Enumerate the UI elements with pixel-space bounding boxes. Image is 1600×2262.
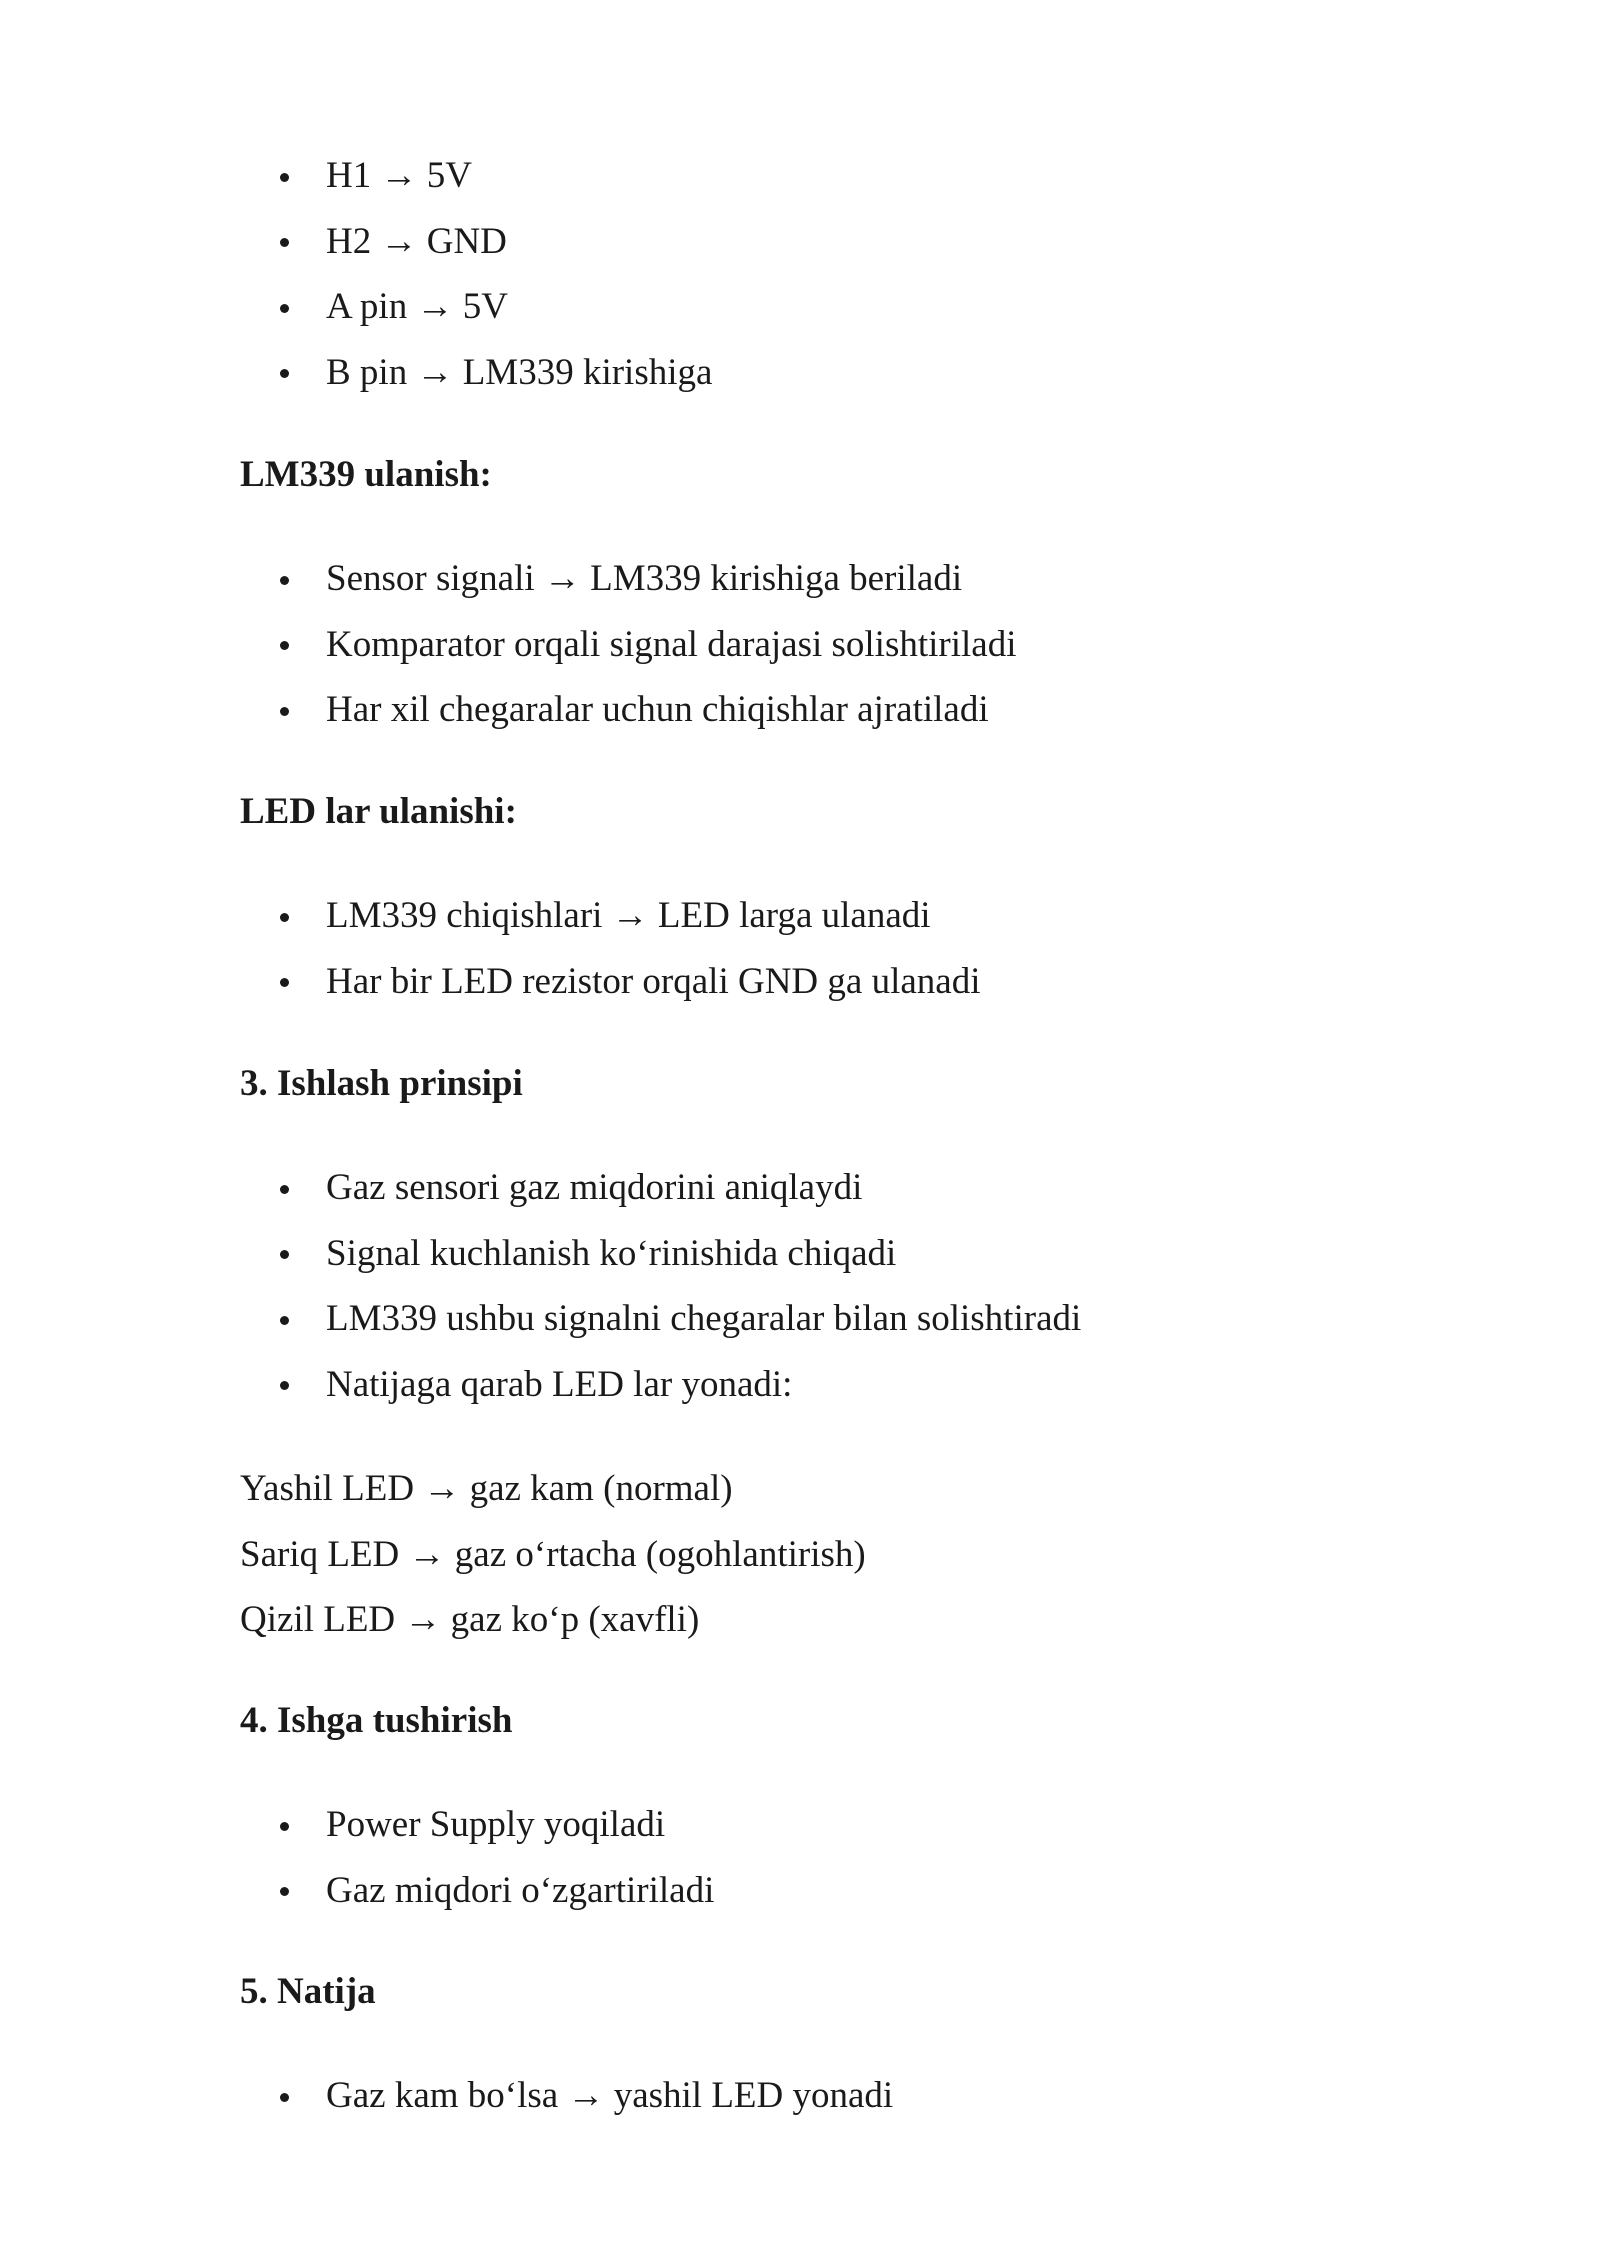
list-item-text: B pin → LM339 kirishiga [326,351,713,393]
list-item-text: Har xil chegaralar uchun chiqishlar ajratiladi [326,689,989,730]
bullet-icon [280,1316,289,1325]
list-item [240,612,1017,678]
list-item-text: Komparator orqali signal darajasi solishtiriladi [326,623,1017,665]
list-item-text: LM339 ushbu signalni chegaralar bilan solishtiradi [326,1298,1082,1339]
list-item-text: H1 → 5V [326,155,472,196]
bullet-icon [280,2093,289,2102]
list-item [240,143,712,209]
bullet-icon [280,1250,289,1259]
list-item-text: Power Supply yoqiladi [326,1804,666,1845]
list-item [240,340,712,406]
list-item [240,274,712,340]
bullet-icon [280,576,289,585]
list-item-text: Signal kuchlanish ko‘rinishida chiqadi [326,1232,897,1274]
list-item-text: Gaz kam bo‘lsa → yashil LED yonadi [326,2075,894,2116]
list-item [240,1352,1081,1418]
list-item [240,677,1017,743]
lm339-list [240,546,1017,743]
list-item-text: H2 → GND [326,220,507,262]
list-item-text: LM339 chiqishlari → LED larga ulanadi [326,895,931,936]
bullet-icon [280,1381,289,1390]
list-item-text: A pin → 5V [326,286,508,327]
list-item [240,209,712,275]
bullet-icon [280,369,289,378]
list-item-text: Natijaga qarab LED lar yonadi: [326,1363,793,1405]
bullet-icon [280,978,289,987]
list-item [240,1221,1081,1287]
led-state-red: Qizil LED → gaz ko‘p (xavfli) [240,1599,700,1640]
led-state-yellow: Sariq LED → gaz o‘rtacha (ogohlantirish) [240,1534,866,1575]
principle-heading: 3. Ishlash prinsipi [240,1063,523,1104]
bullet-icon [280,1822,289,1831]
list-item [240,1155,1081,1221]
bullet-icon [280,238,289,247]
bullet-icon [280,913,289,922]
startup-heading: 4. Ishga tushirish [240,1700,513,1741]
principle-list [240,1155,1081,1417]
led-list [240,883,980,1014]
list-item [240,1286,1081,1352]
connection-list [240,143,712,405]
result-heading: 5. Natija [240,1971,376,2012]
startup-list [240,1792,714,1923]
led-heading: LED lar ulanishi: [240,791,517,832]
bullet-icon [280,641,289,650]
lm339-heading: LM339 ulanish: [240,454,492,495]
list-item-text: Sensor signali → LM339 kirishiga beriladi [326,558,963,599]
list-item [240,546,1017,612]
bullet-icon [280,173,289,182]
list-item [240,2063,893,2129]
list-item [240,1858,714,1924]
bullet-icon [280,304,289,313]
list-item [240,949,980,1015]
list-item [240,883,980,949]
list-item-text: Har bir LED rezistor orqali GND ga ulanadi [326,960,981,1002]
bullet-icon [280,707,289,716]
bullet-icon [280,1887,289,1896]
list-item [240,1792,714,1858]
bullet-icon [280,1185,289,1194]
led-state-green: Yashil LED → gaz kam (normal) [240,1468,733,1509]
list-item-text: Gaz sensori gaz miqdorini aniqlaydi [326,1167,863,1208]
result-list [240,2063,893,2129]
list-item-text: Gaz miqdori o‘zgartiriladi [326,1869,715,1911]
